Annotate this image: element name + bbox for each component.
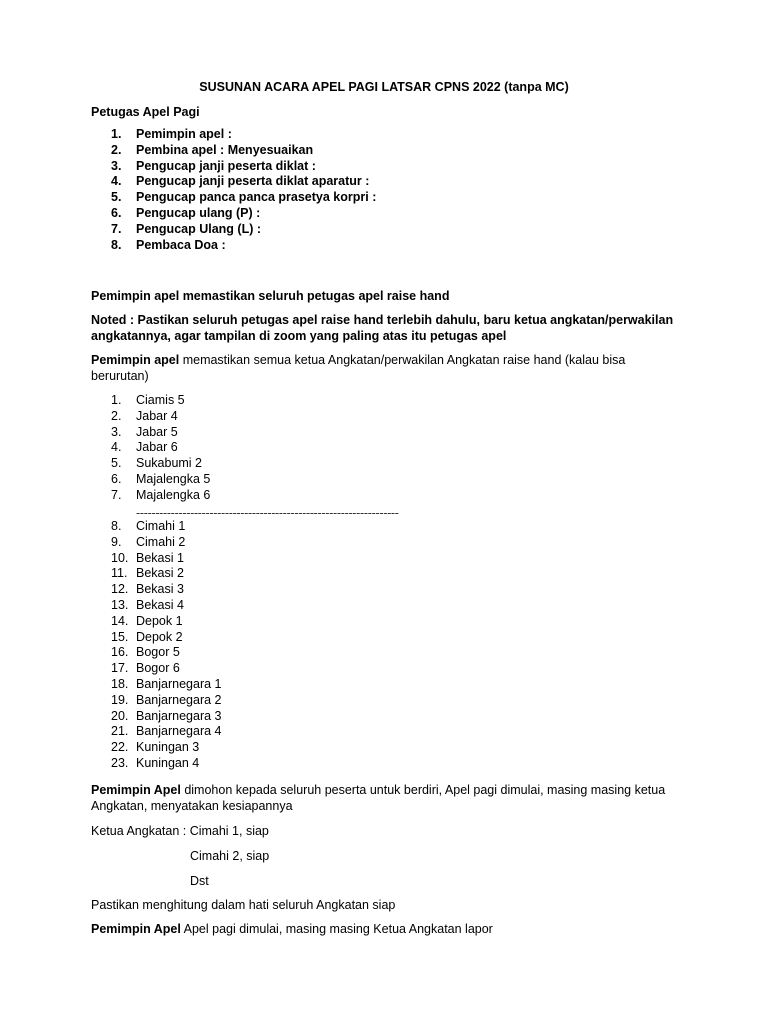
section-heading: Petugas Apel Pagi — [91, 105, 200, 119]
list-item-text: Pengucap ulang (P) : — [136, 205, 261, 220]
officer-item — [91, 190, 376, 206]
officer-item — [91, 206, 376, 222]
list-item-text: Jabar 4 — [136, 408, 178, 423]
para-report-rest: Apel pagi dimulai, masing masing Ketua Angkatan lapor — [180, 922, 493, 936]
list-item-number: 8. — [111, 519, 122, 533]
list-item-number: 2. — [111, 408, 122, 423]
list-item-text: Bogor 5 — [136, 645, 180, 660]
list-item-text: Pembina apel : Menyesuaikan — [136, 142, 314, 157]
list-item-text: Cimahi 1 — [136, 519, 186, 533]
group-item — [91, 724, 221, 740]
list-item-number: 13. — [111, 597, 129, 612]
list-item-text: Banjarnegara 1 — [136, 676, 222, 691]
list-item-number: 18. — [111, 676, 129, 691]
list-item-text: Banjarnegara 4 — [136, 724, 222, 739]
list-item-text: Pengucap Ulang (L) : — [136, 221, 261, 236]
list-item-text: Jabar 5 — [136, 424, 178, 439]
list-item-number: 17. — [111, 661, 129, 676]
group-item — [91, 598, 221, 614]
para-raise-hand: Pemimpin apel memastikan seluruh petugas apel raise hand — [91, 289, 450, 303]
group-item — [91, 551, 221, 567]
list-item-text: Pengucap panca panca prasetya korpri : — [136, 190, 377, 205]
group-item — [91, 566, 221, 582]
officer-item — [91, 222, 376, 238]
group-item — [91, 661, 221, 677]
group-item — [91, 440, 210, 456]
officers-list — [91, 127, 376, 253]
list-item-text: Sukabumi 2 — [136, 456, 203, 471]
list-item-text: Jabar 6 — [136, 440, 178, 455]
officer-item — [91, 127, 376, 143]
list-item-number: 20. — [111, 708, 129, 723]
list-item-number: 22. — [111, 740, 129, 755]
ketua-line-3: Dst — [190, 874, 209, 888]
para-stand-rest: dimohon kepada seluruh peserta untuk berdiri, Apel pagi dimulai, masing masing ketua Angkatan, menyatakan kesiapannya — [91, 783, 666, 813]
list-item-number: 11. — [111, 566, 128, 581]
para-leaders — [91, 352, 681, 384]
list-item-text: Depok 2 — [136, 629, 183, 644]
list-item-number: 14. — [111, 613, 129, 628]
group-item — [91, 425, 210, 441]
list-item-text: Kuningan 3 — [136, 740, 200, 755]
group-item — [91, 693, 221, 709]
list-item-text: Bekasi 4 — [136, 597, 184, 612]
group-item — [91, 535, 221, 551]
list-item-number: 4. — [111, 174, 122, 189]
list-item-text: Cimahi 2 — [136, 534, 186, 549]
list-item-number: 7. — [111, 221, 122, 236]
ketua-line: Ketua Angkatan : Cimahi 1, siap — [91, 824, 269, 838]
list-item-number: 5. — [111, 190, 122, 205]
group-item — [91, 740, 221, 756]
list-item-text: Banjarnegara 3 — [136, 708, 222, 723]
list-item-text: Bekasi 1 — [136, 550, 184, 565]
ketua-line-2: Cimahi 2, siap — [190, 849, 270, 863]
list-item-number: 19. — [111, 692, 129, 707]
group-item — [91, 472, 210, 488]
list-item-text: Pengucap janji peserta diklat aparatur : — [136, 174, 370, 189]
list-item-number: 4. — [111, 440, 122, 455]
list-item-number: 3. — [111, 158, 122, 173]
group-item — [91, 630, 221, 646]
officer-item — [91, 159, 376, 175]
list-item-number: 21. — [111, 724, 129, 739]
officer-item — [91, 238, 376, 254]
list-item-number: 15. — [111, 629, 129, 644]
group-item — [91, 409, 210, 425]
list-item-number: 1. — [111, 127, 122, 141]
group-item — [91, 393, 210, 409]
para-leaders-prefix: Pemimpin apel — [91, 353, 180, 367]
list-item-number: 3. — [111, 424, 122, 439]
list-item-text: Majalengka 6 — [136, 487, 211, 502]
list-item-number: 9. — [111, 534, 122, 549]
group-item — [91, 488, 210, 504]
group-item — [91, 756, 221, 772]
para-noted: Noted : Pastikan seluruh petugas apel raise hand terlebih dahulu, baru ketua angkatan/perwakilan angkatannya, agar tampilan di zoom yang paling atas itu petugas apel — [91, 313, 674, 343]
list-item-text: Bekasi 3 — [136, 582, 184, 597]
list-item-text: Kuningan 4 — [136, 755, 200, 770]
list-item-text: Bogor 6 — [136, 661, 180, 676]
para-count: Pastikan menghitung dalam hati seluruh Angkatan siap — [91, 898, 396, 912]
list-item-text: Bekasi 2 — [136, 566, 184, 581]
group-item — [91, 582, 221, 598]
list-item-number: 23. — [111, 755, 129, 770]
list-item-number: 7. — [111, 487, 122, 502]
list-item-number: 1. — [111, 393, 122, 407]
list-item-text: Majalengka 5 — [136, 471, 211, 486]
groups-list-a — [91, 393, 210, 504]
list-item-text: Banjarnegara 2 — [136, 692, 222, 707]
list-item-text: Pembaca Doa : — [136, 237, 226, 252]
para-stand-prefix: Pemimpin Apel — [91, 783, 181, 797]
para-stand — [91, 782, 691, 814]
group-item — [91, 677, 221, 693]
group-item — [91, 456, 210, 472]
officer-item — [91, 174, 376, 190]
list-item-text: Pengucap janji peserta diklat : — [136, 158, 316, 173]
list-item-number: 12. — [111, 582, 129, 597]
para-report — [91, 921, 681, 937]
list-item-number: 6. — [111, 205, 122, 220]
list-item-number: 6. — [111, 471, 122, 486]
list-item-number: 10. — [111, 550, 129, 565]
groups-list-b — [91, 519, 221, 772]
list-item-number: 2. — [111, 142, 122, 157]
document-title: SUSUNAN ACARA APEL PAGI LATSAR CPNS 2022 (tanpa MC) — [199, 80, 569, 94]
list-item-text: Ciamis 5 — [136, 393, 185, 407]
group-item — [91, 614, 221, 630]
para-report-prefix: Pemimpin Apel — [91, 922, 181, 936]
list-item-number: 8. — [111, 237, 122, 252]
list-item-number: 5. — [111, 456, 122, 471]
group-item — [91, 709, 221, 725]
officer-item — [91, 143, 376, 159]
separator-line: -------------------------------------------------------------------- — [136, 506, 399, 520]
group-item — [91, 519, 221, 535]
group-item — [91, 645, 221, 661]
para-leaders-rest: memastikan semua ketua Angkatan/perwakilan Angkatan raise hand (kalau bisa berurutan) — [91, 353, 626, 383]
list-item-text: Depok 1 — [136, 613, 183, 628]
list-item-text: Pemimpin apel : — [136, 127, 232, 141]
list-item-number: 16. — [111, 645, 129, 660]
